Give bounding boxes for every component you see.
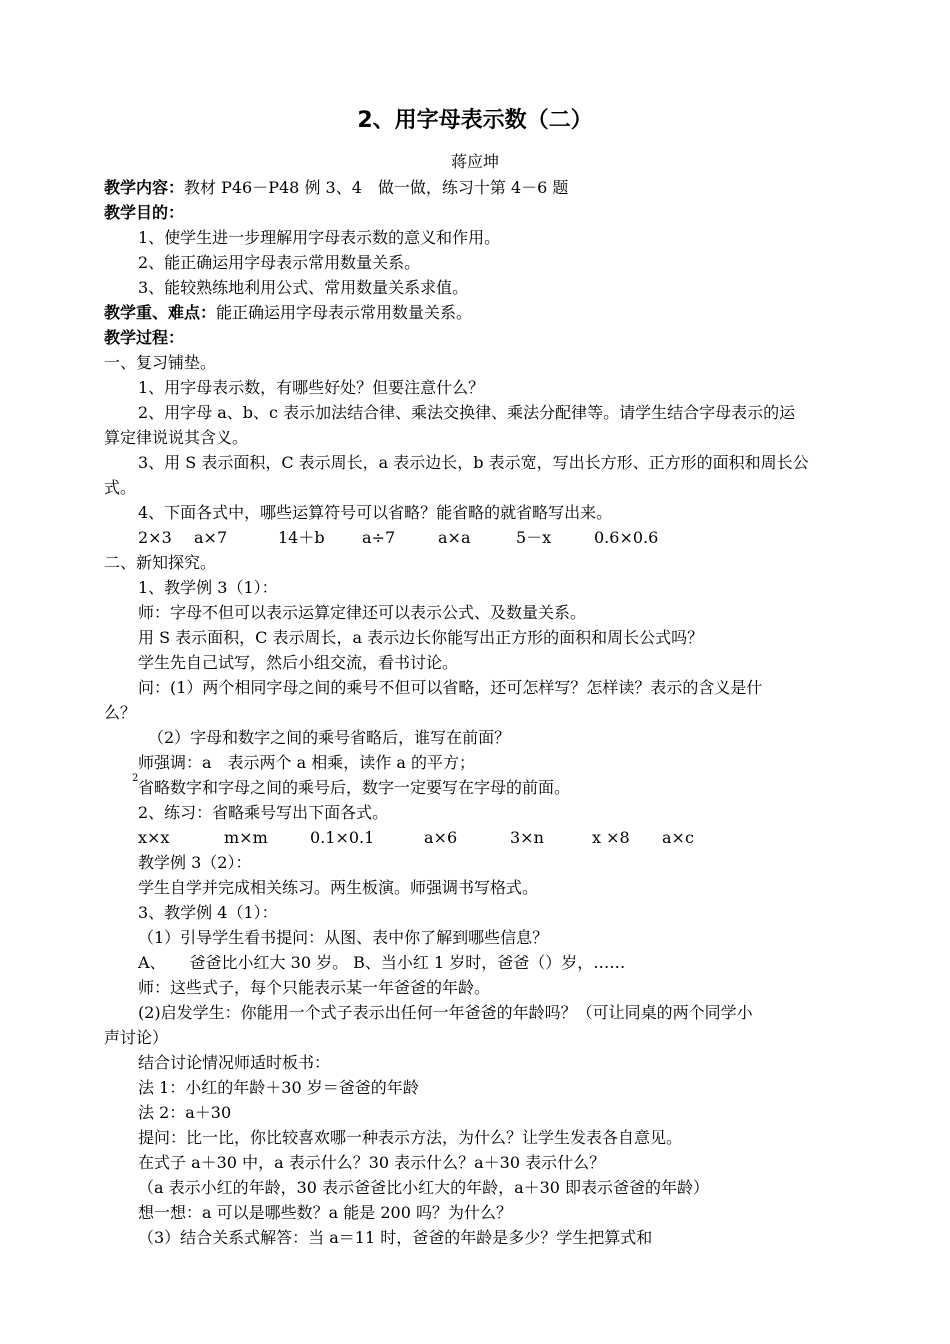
formula-question: 用 S 表示面积，C 表示周长，a 表示边长你能写出正方形的面积和周长公式吗？ (138, 628, 704, 647)
review-q4: 4、下面各式中，哪些运算符号可以省略？能省略的就省略写出来。 (138, 503, 613, 522)
example-3-1: 1、教学例 3（1）： (138, 578, 278, 597)
goal-label: 教学目的： (104, 203, 185, 222)
teacher-line: 师：字母不但可以表示运算定律还可以表示公式、及数量关系。 (138, 603, 587, 622)
question-1: 问：(1）两个相同字母之间的乘号不但可以省略，还可怎样写？怎样读？表示的含义是什 (138, 678, 763, 697)
expression: a×a (438, 528, 471, 547)
question-2: （2）字母和数字之间的乘号省略后，谁写在前面？ (148, 728, 511, 747)
guide-question: （1）引导学生看书提问：从图、表中你了解到哪些信息？ (138, 928, 549, 947)
content-label: 教学内容： (104, 178, 185, 197)
solve-line: （3）结合关系式解答：当 a＝11 时，爸爸的年龄是多少？学生把算式和 (138, 1228, 653, 1247)
meaning-question: 在式子 a＋30 中，a 表示什么？30 表示什么？a＋30 表示什么？ (138, 1153, 606, 1172)
expression: x×x (138, 828, 170, 847)
review-q2: 2、用字母 a、b、c 表示加法结合律、乘法交换律、乘法分配律等。请学生结合字母表示的运 (138, 403, 796, 422)
expression: m×m (224, 828, 268, 847)
meaning-answer: （a 表示小红的年龄，30 表示爸爸比小红大的年龄，a＋30 即表示爸爸的年龄） (138, 1178, 710, 1197)
inspire-students-cont: 声讨论） (104, 1028, 169, 1047)
self-study: 学生自学并完成相关练习。两生板演。师强调书写格式。 (138, 878, 539, 897)
section-2-heading: 二、新知探究。 (104, 553, 217, 572)
inspire-students: (2)启发学生：你能用一个式子表示出任何一年爸爸的年龄吗？（可让同桌的两个同学小 (138, 1003, 753, 1022)
question-1-cont: 么？ (104, 703, 137, 722)
expression: 0.1×0.1 (310, 828, 375, 847)
example-3-2: 教学例 3（2）： (138, 853, 252, 872)
teacher-emphasis: 师强调：a 表示两个 a 相乘，读作 a 的平方； (138, 753, 475, 772)
expression: 0.6×0.6 (594, 528, 659, 547)
review-q2-cont: 算定律说说其含义。 (104, 428, 249, 447)
expression: 2×3 (138, 528, 172, 547)
board-writing: 结合讨论情况师适时板书： (138, 1053, 331, 1072)
key-line (104, 301, 472, 325)
expression: a×6 (424, 828, 458, 847)
author: 蒋应坤 (450, 152, 499, 171)
practice-2: 2、练习：省略乘号写出下面各式。 (138, 803, 389, 822)
goal-2: 2、能正确运用字母表示常用数量关系。 (138, 253, 421, 272)
key-label: 教学重、难点： (104, 303, 217, 322)
goal-1: 1、使学生进一步理解用字母表示数的意义和作用。 (138, 228, 501, 247)
content-line (104, 176, 568, 200)
expression-row-1 (138, 526, 658, 550)
review-q3-cont: 式。 (104, 478, 137, 497)
superscript-2: 2 (132, 773, 139, 784)
think-question: 想一想：a 可以是哪些数？a 能是 200 吗？为什么？ (138, 1203, 512, 1222)
method-2: 法 2：a＋30 (138, 1103, 232, 1122)
key-text: 能正确运用字母表示常用数量关系。 (216, 303, 473, 322)
example-4-1: 3、教学例 4（1）： (138, 903, 278, 922)
expression: 3×n (510, 828, 544, 847)
expression: 14＋b (278, 528, 325, 547)
emphasis-rule: 省略数字和字母之间的乘号后，数字一定要写在字母的前面。 (138, 778, 571, 797)
expression: 5－x (516, 528, 552, 547)
expression-row-2 (138, 826, 694, 850)
page-title: 2、用字母表示数（二） (357, 108, 593, 133)
student-activity: 学生先自己试写，然后小组交流，看书讨论。 (138, 653, 459, 672)
expression: x ×8 (592, 828, 630, 847)
goal-3: 3、能较熟练地利用公式、常用数量关系求值。 (138, 278, 469, 297)
expression: a×7 (194, 528, 228, 547)
content-text: 教材 P46－P48 例 3、4 做一做，练习十第 4－6 题 (184, 178, 569, 197)
expression: a×c (662, 828, 694, 847)
review-q3: 3、用 S 表示面积，C 表示周长，a 表示边长，b 表示宽，写出长方形、正方形的面积和周长公 (138, 453, 809, 472)
process-label: 教学过程： (104, 328, 185, 347)
compare-question: 提问：比一比，你比较喜欢哪一种表示方法，为什么？让学生发表各自意见。 (138, 1128, 683, 1147)
expression: a÷7 (362, 528, 396, 547)
teacher-note: 师：这些式子，每个只能表示某一年爸爸的年龄。 (138, 978, 491, 997)
section-1-heading: 一、复习铺垫。 (104, 353, 217, 372)
info-line: A、 爸爸比小红大 30 岁。 B、当小红 1 岁时，爸爸（）岁，…… (138, 953, 626, 972)
review-q1: 1、用字母表示数，有哪些好处？但要注意什么？ (138, 378, 485, 397)
method-1: 法 1：小红的年龄＋30 岁＝爸爸的年龄 (138, 1078, 419, 1097)
